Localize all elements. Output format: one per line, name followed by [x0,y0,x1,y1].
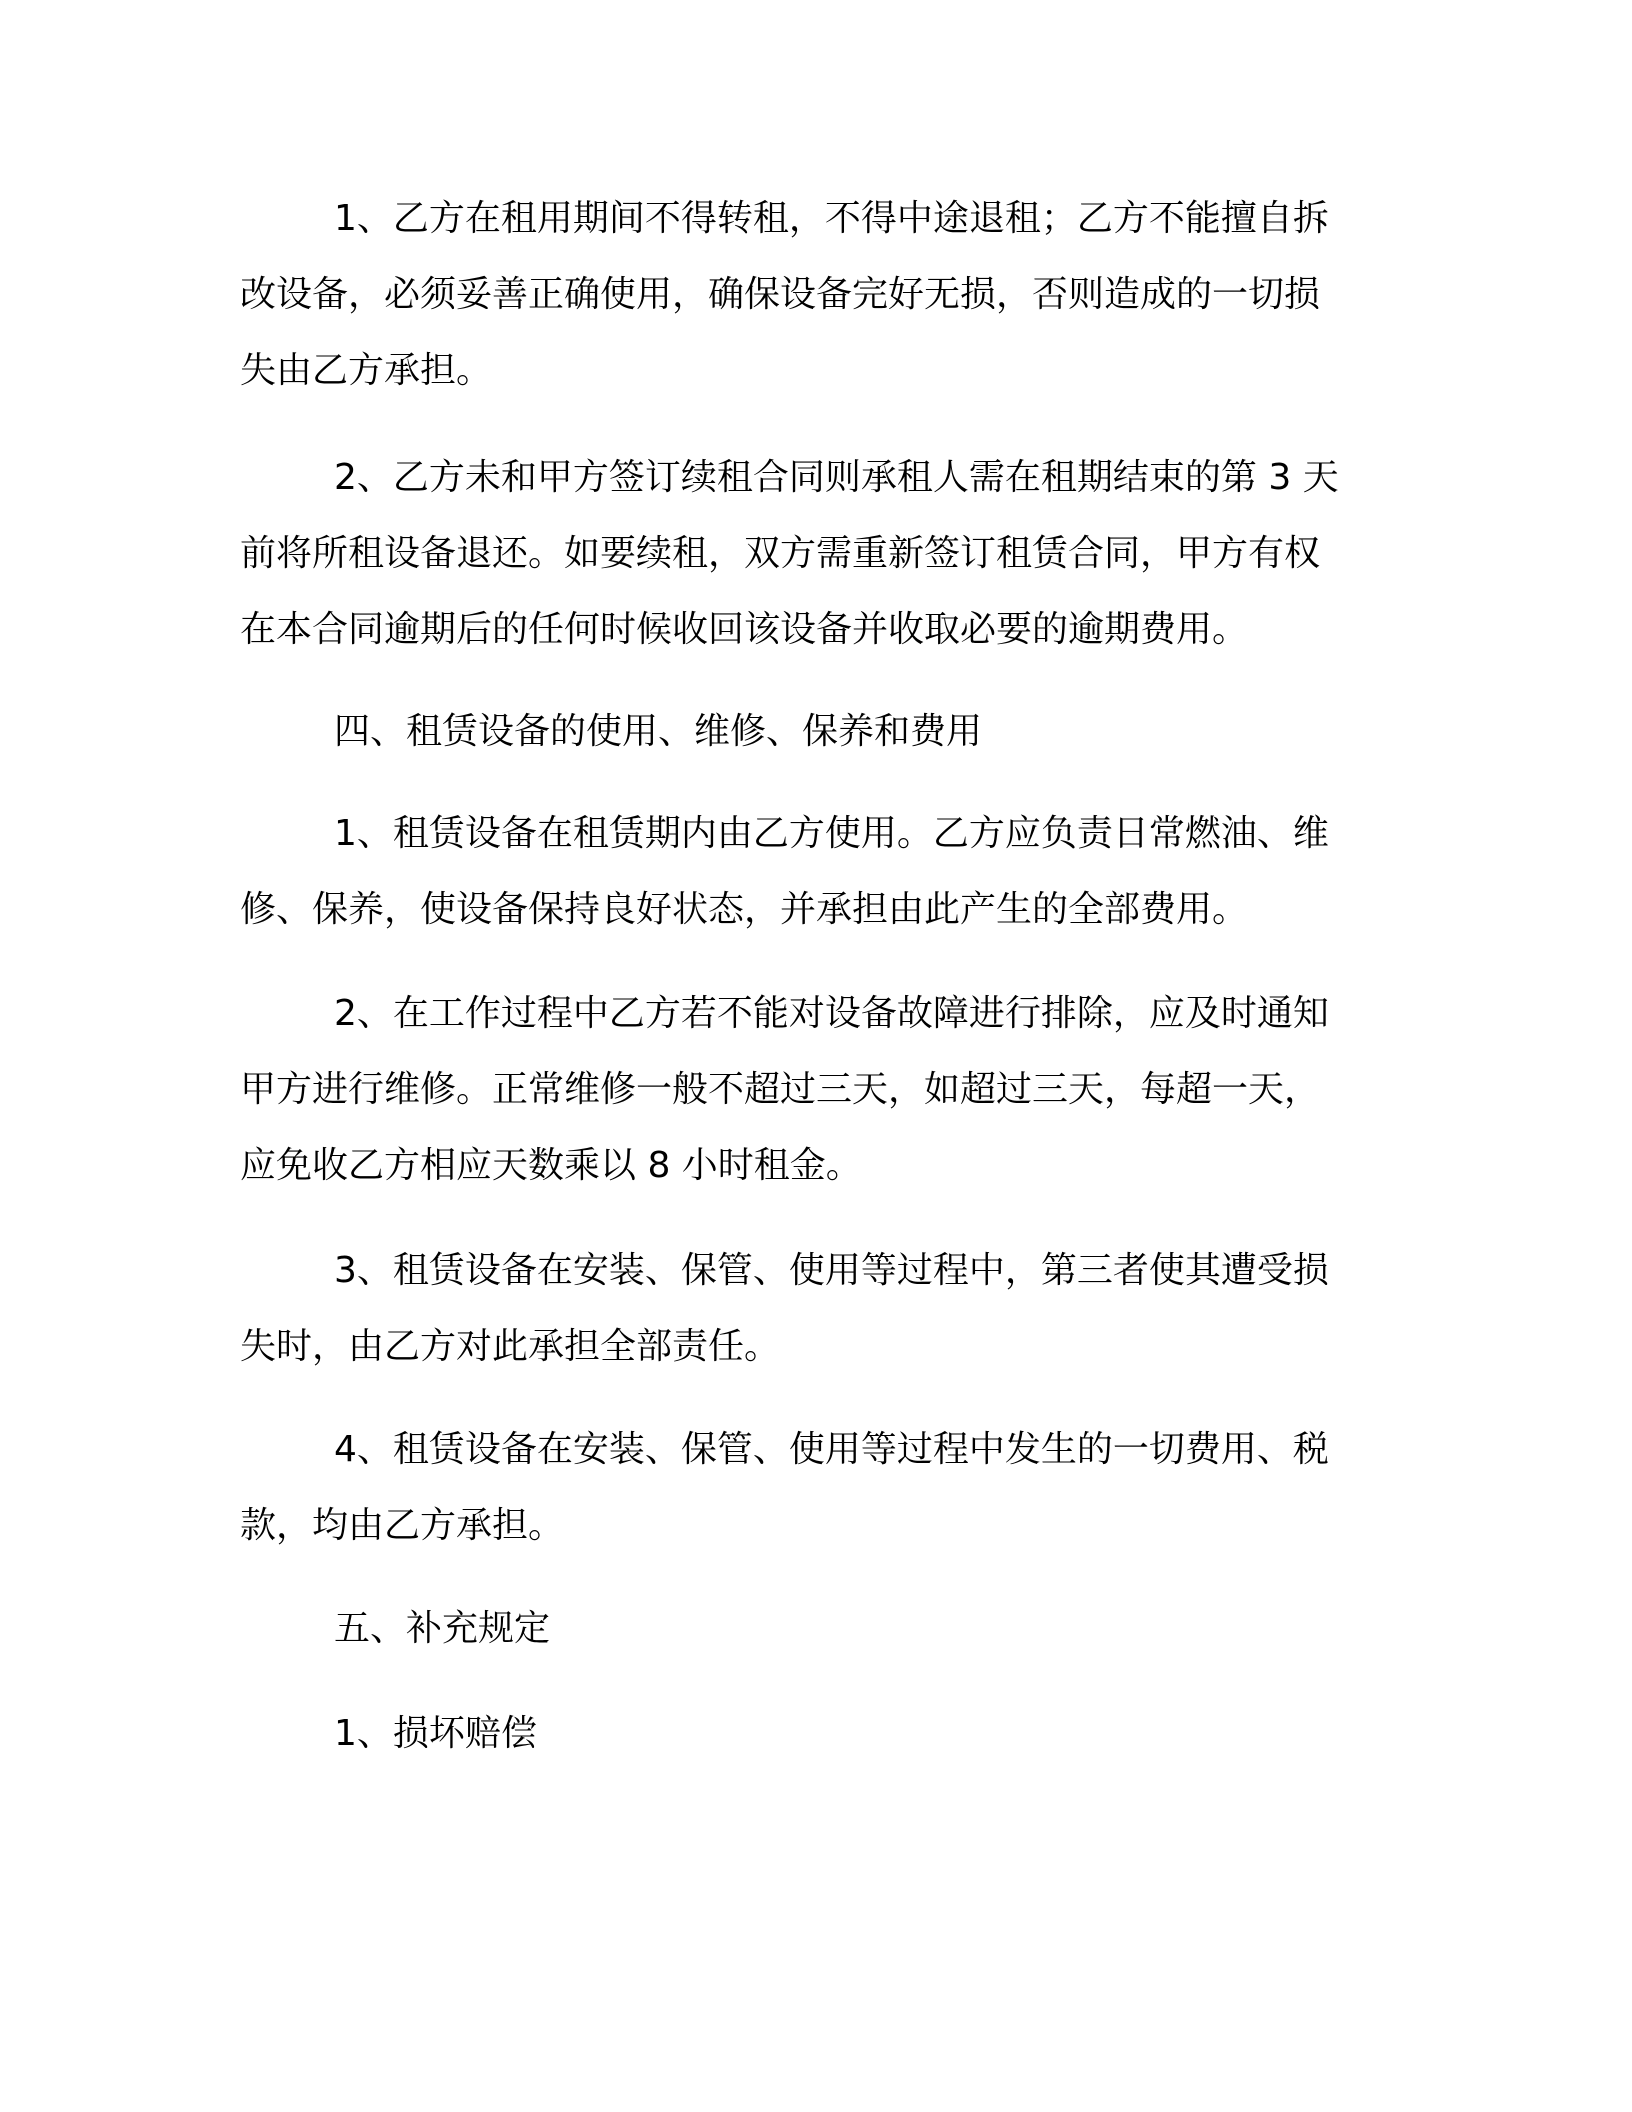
paragraph-2-line-1: 2、乙方未和甲方签订续租合同则承租人需在租期结束的第 3 天 [334,457,1339,498]
paragraph-1-line-1: 1、乙方在租用期间不得转租，不得中途退租；乙方不能擅自拆 [334,198,1329,239]
paragraph-4-4-line-1: 4、租赁设备在安装、保管、使用等过程中发生的一切费用、税 [334,1429,1329,1470]
paragraph-4-2-line-2: 甲方进行维修。正常维修一般不超过三天，如超过三天，每超一天， [240,1069,1321,1110]
paragraph-4-2-line-3: 应免收乙方相应天数乘以 8 小时租金。 [240,1145,862,1186]
paragraph-4-3-line-2: 失时，由乙方对此承担全部责任。 [240,1326,781,1367]
paragraph-5-1-line-1: 1、损坏赔偿 [334,1713,537,1754]
paragraph-2-line-3: 在本合同逾期后的任何时候收回该设备并收取必要的逾期费用。 [240,609,1249,650]
paragraph-4-1-line-1: 1、租赁设备在租赁期内由乙方使用。乙方应负责日常燃油、维 [334,813,1329,854]
paragraph-1-line-3: 失由乙方承担。 [240,350,493,391]
paragraph-4-4-line-2: 款，均由乙方承担。 [240,1505,565,1546]
section-heading-5: 五、补充规定 [334,1608,551,1649]
paragraph-4-3-line-1: 3、租赁设备在安装、保管、使用等过程中，第三者使其遭受损 [334,1250,1329,1291]
paragraph-4-1-line-2: 修、保养，使设备保持良好状态，并承担由此产生的全部费用。 [240,889,1249,930]
paragraph-2-line-2: 前将所租设备退还。如要续租，双方需重新签订租赁合同，甲方有权 [240,533,1321,574]
paragraph-1-line-2: 改设备，必须妥善正确使用，确保设备完好无损，否则造成的一切损 [240,274,1321,315]
paragraph-4-2-line-1: 2、在工作过程中乙方若不能对设备故障进行排除，应及时通知 [334,993,1329,1034]
section-heading-4: 四、租赁设备的使用、维修、保养和费用 [334,711,983,752]
